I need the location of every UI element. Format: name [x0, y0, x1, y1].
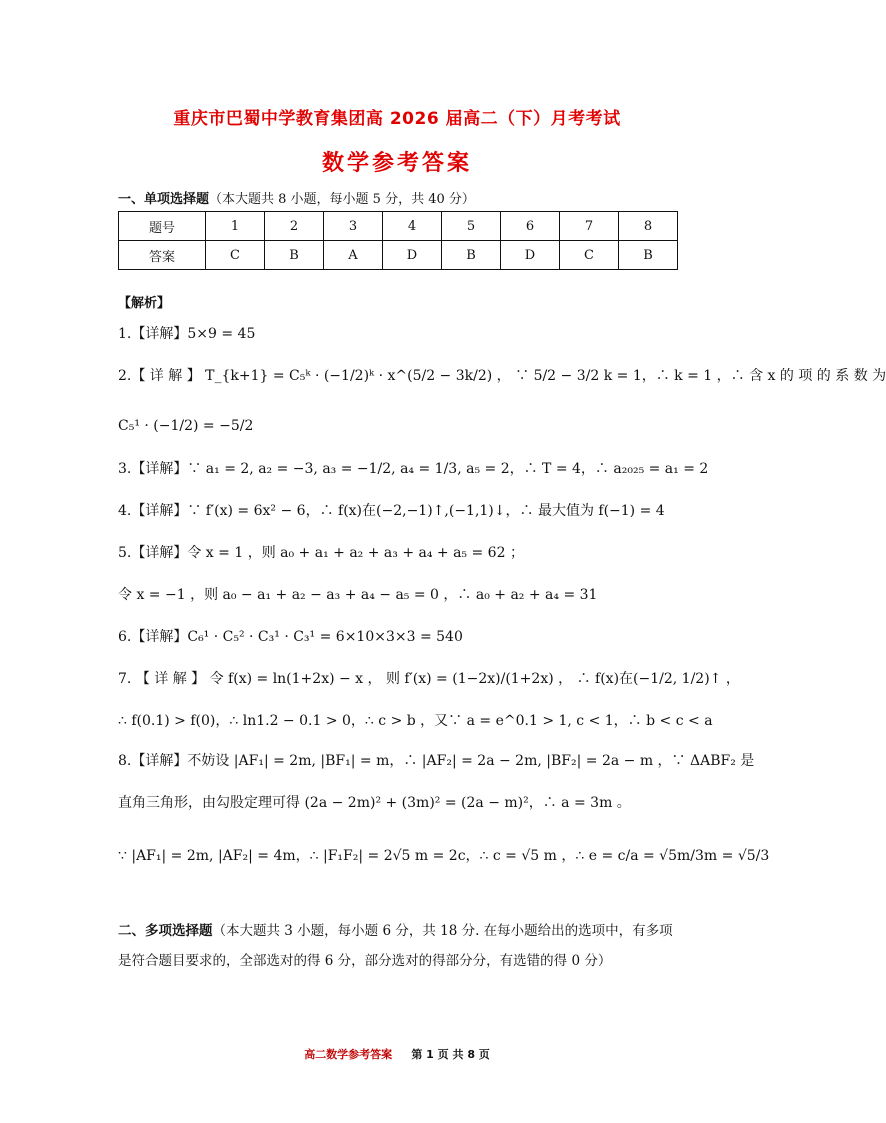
- solution-5-line-1: 5.【详解】令 x = 1 ，则 a₀ + a₁ + a₂ + a₃ + a₄ + a₅ = 62 ；: [118, 545, 524, 561]
- section-2-label: 二、多项选择题: [118, 923, 213, 939]
- table-cell-answer: B: [619, 241, 678, 270]
- table-cell-number: 4: [383, 212, 442, 241]
- table-cell-number: 7: [560, 212, 619, 241]
- section-1-heading: [118, 188, 475, 207]
- document-title: 重庆市巴蜀中学教育集团高 2026 届高二（下）月考考试: [173, 109, 621, 129]
- document-subtitle: 数学参考答案: [321, 151, 472, 176]
- solution-8-line-3: ∵ |AF₁| = 2m, |AF₂| = 4m，∴ |F₁F₂| = 2√5 m = 2c，∴ c = √5 m ，∴ e = c/a = √5m/3m = √5/3: [118, 848, 770, 864]
- section-2-heading: [118, 916, 678, 976]
- table-cell-answer: A: [324, 241, 383, 270]
- solution-5-line-2: 令 x = −1 ，则 a₀ − a₁ + a₂ − a₃ + a₄ − a₅ = 0 ，∴ a₀ + a₂ + a₄ = 31: [118, 587, 598, 603]
- table-cell-number: 6: [501, 212, 560, 241]
- table-row-numbers: [119, 212, 678, 241]
- table-cell-answer: C: [206, 241, 265, 270]
- solution-4: 4.【详解】∵ f′(x) = 6x² − 6，∴ f(x)在(−2,−1)↑,(−1,1)↓，∴ 最大值为 f(−1) = 4: [118, 503, 665, 519]
- table-cell-number: 3: [324, 212, 383, 241]
- footer-title: 高二数学参考答案: [304, 1048, 393, 1061]
- table-cell-number: 2: [265, 212, 324, 241]
- section-1-label: 一、单项选择题: [118, 192, 210, 207]
- table-cell-answer: B: [265, 241, 324, 270]
- table-cell-number: 5: [442, 212, 501, 241]
- section-1-note: （本大题共 8 小题，每小题 5 分，共 40 分）: [209, 192, 475, 207]
- table-header-answer: 答案: [119, 241, 206, 270]
- solution-3: 3.【详解】∵ a₁ = 2, a₂ = −3, a₃ = −1/2, a₄ = 1/3, a₅ = 2，∴ T = 4，∴ a₂₀₂₅ = a₁ = 2: [118, 461, 709, 477]
- solution-2-line-1: 2.【 详 解 】 T_{k+1} = C₅ᵏ · (−1/2)ᵏ · x^(5/2 − 3k/2) ， ∵ 5/2 − 3/2 k = 1，∴ k = 1 ，∴ 含 x 的 项 的 系 数 为: [118, 368, 886, 384]
- solution-7-line-2: ∴ f(0.1) > f(0)，∴ ln1.2 − 0.1 > 0，∴ c > b ，又∵ a = e^0.1 > 1, c < 1，∴ b < c < a: [118, 713, 713, 729]
- table-header-number: 题号: [119, 212, 206, 241]
- table-cell-answer: D: [501, 241, 560, 270]
- analysis-label: 【解析】: [118, 296, 171, 311]
- footer-page-number: 第 1 页 共 8 页: [411, 1048, 490, 1061]
- solution-1: 1.【详解】5×9 = 45: [118, 326, 256, 342]
- table-row-answers: [119, 241, 678, 270]
- table-cell-number: 8: [619, 212, 678, 241]
- table-cell-answer: D: [383, 241, 442, 270]
- page-footer: [0, 1046, 794, 1062]
- solution-8-line-1: 8.【详解】不妨设 |AF₁| = 2m, |BF₁| = m，∴ |AF₂| = 2a − 2m, |BF₂| = 2a − m ，∵ ΔABF₂ 是: [118, 753, 755, 769]
- solution-8-line-2: 直角三角形，由勾股定理可得 (2a − 2m)² + (3m)² = (2a − m)²，∴ a = 3m 。: [118, 795, 631, 811]
- solution-7-line-1: 7. 【 详 解 】 令 f(x) = ln(1+2x) − x ， 则 f′(x) = (1−2x)/(1+2x) ， ∴ f(x)在(−1/2, 1/2)↑ ，: [118, 671, 740, 687]
- answer-table: [118, 211, 678, 270]
- table-cell-answer: B: [442, 241, 501, 270]
- section-2-text: （本大题共 3 小题，每小题 6 分，共 18 分. 在每小题给出的选项中，有多项是符合题目要求的，全部选对的得 6 分，部分选对的得部分分，有选错的得 0 分）: [118, 923, 673, 969]
- table-cell-number: 1: [206, 212, 265, 241]
- solution-6: 6.【详解】C₆¹ · C₅² · C₃¹ · C₃¹ = 6×10×3×3 = 540: [118, 629, 463, 645]
- solution-2-line-2: C₅¹ · (−1/2) = −5/2: [118, 418, 254, 434]
- table-cell-answer: C: [560, 241, 619, 270]
